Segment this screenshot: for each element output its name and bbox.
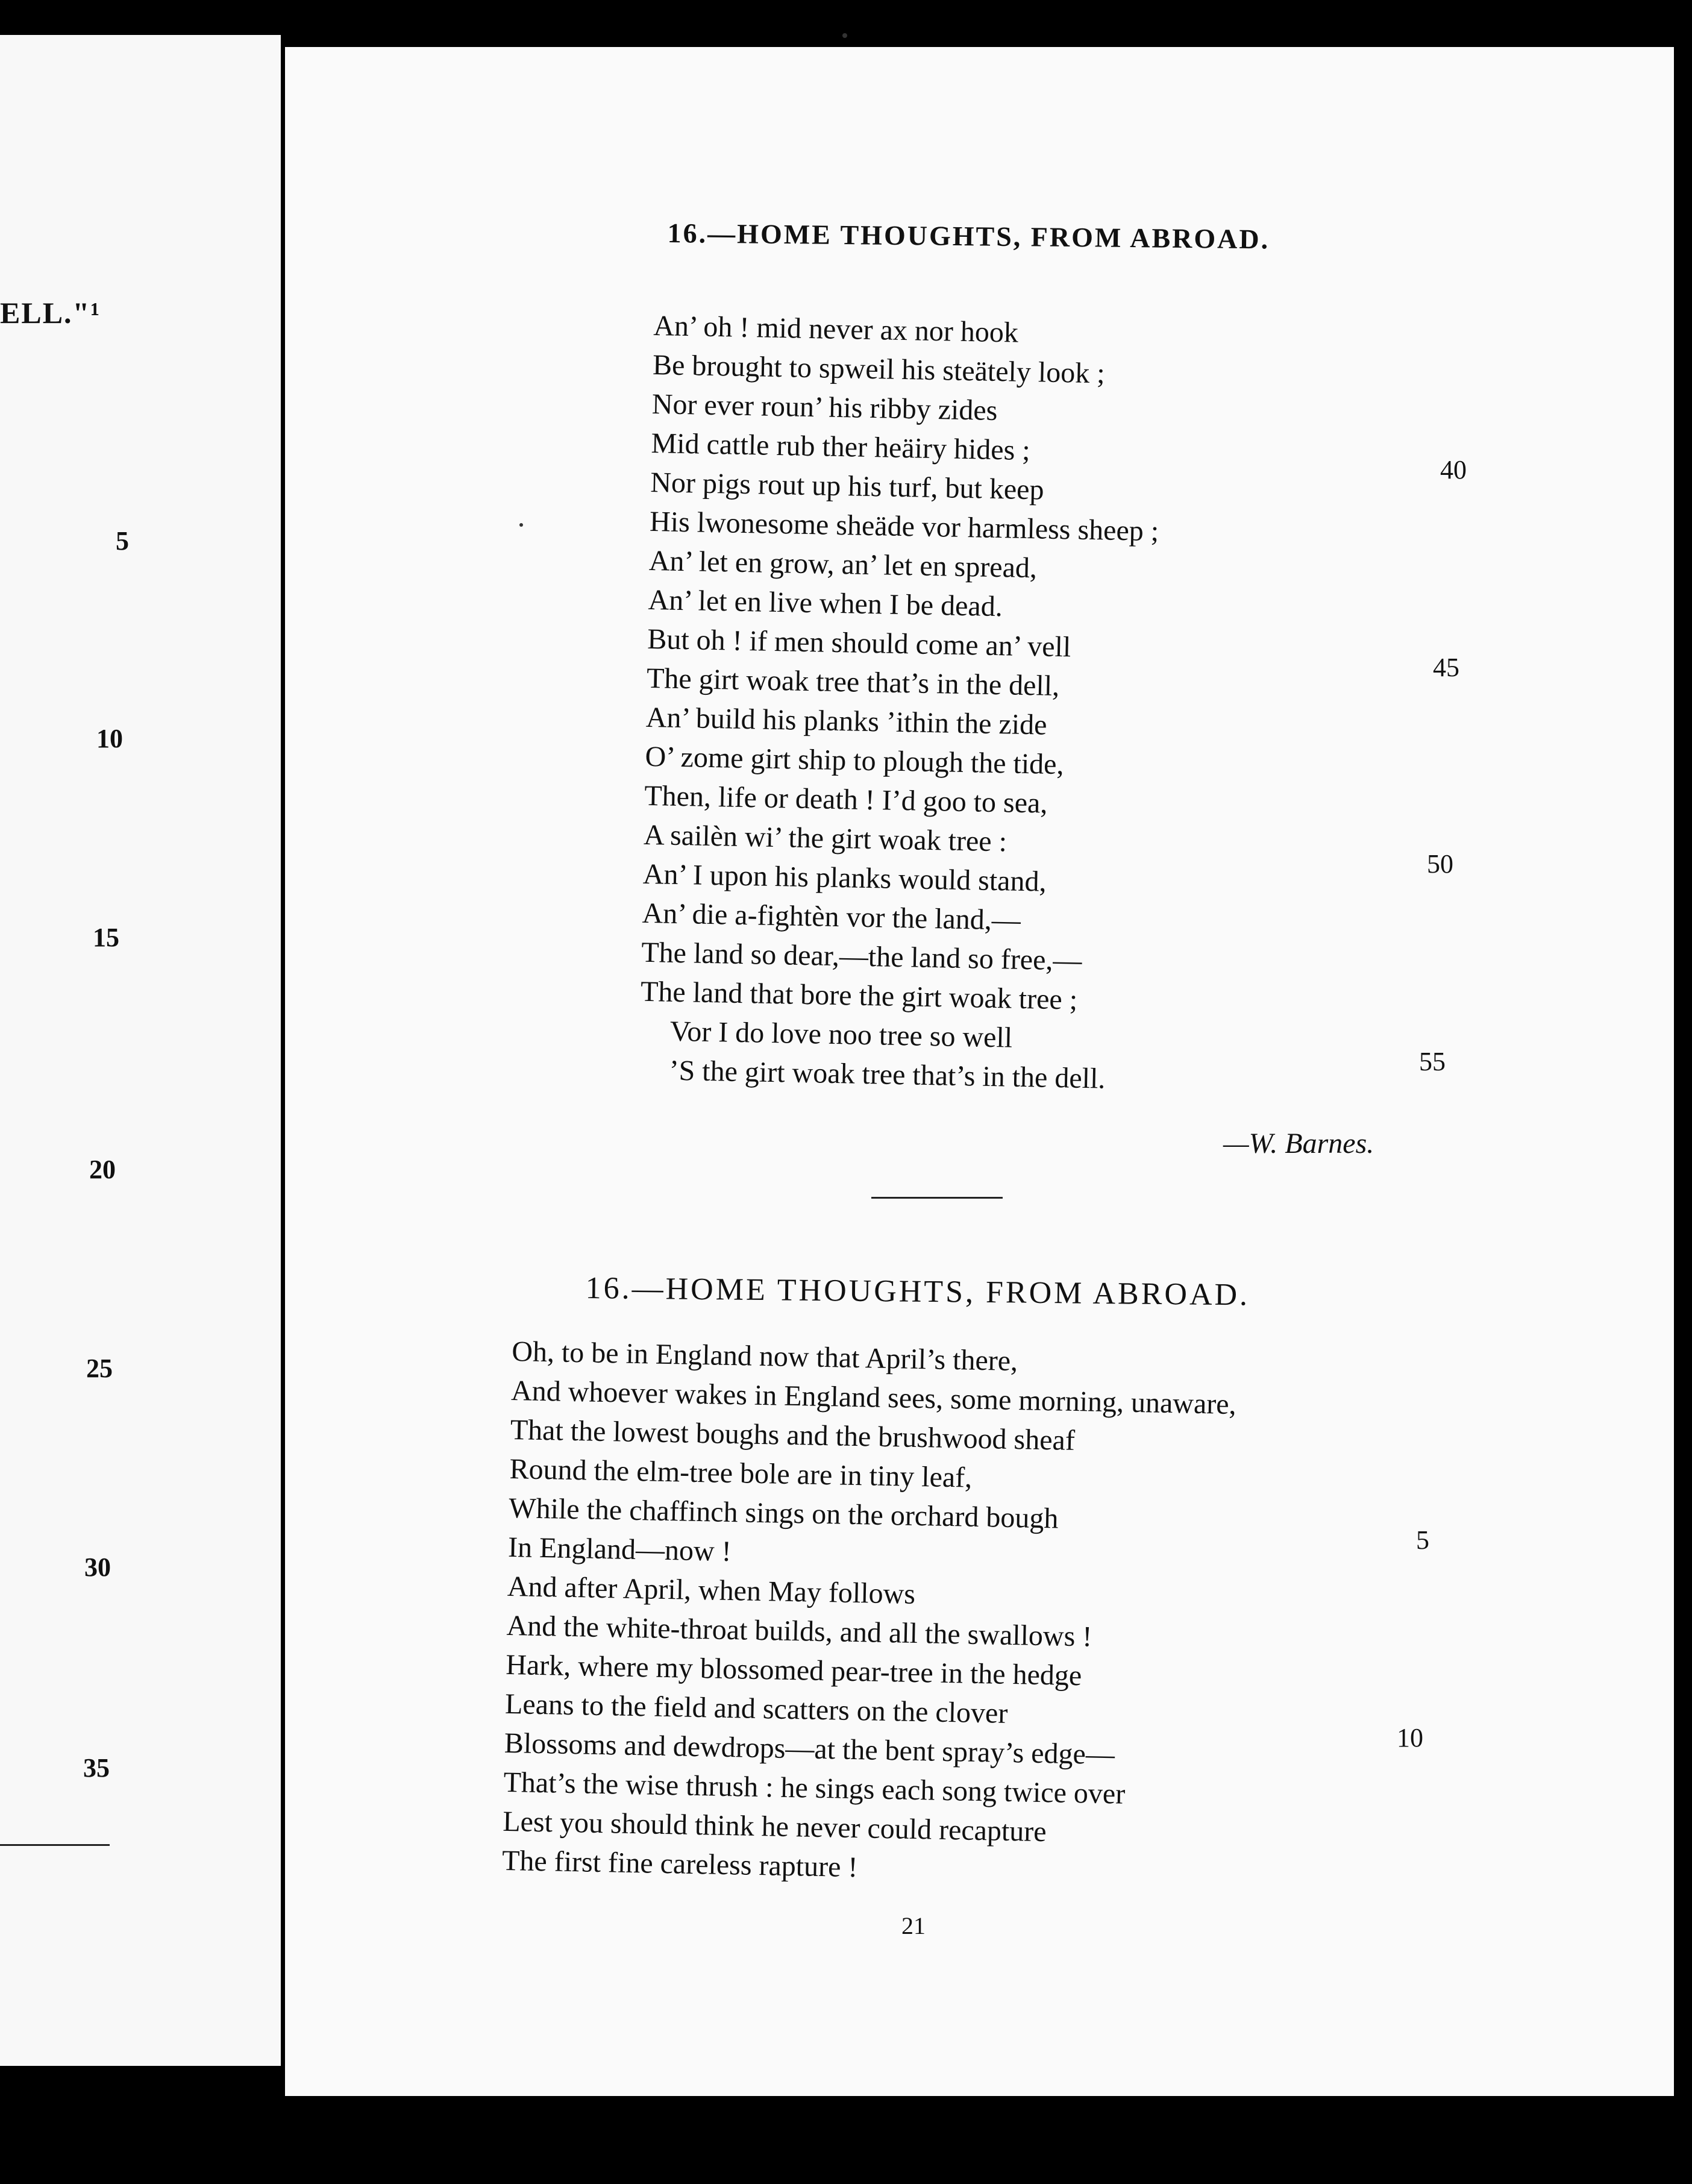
poem-line: Be brought to spweil his steätely look ; <box>652 348 1106 390</box>
poem-line: That’s the wise thrush : he sings each song twice over <box>503 1766 1126 1810</box>
poem-line: Hark, where my blossomed pear-tree in the hedge <box>505 1648 1082 1692</box>
poem2-heading: 16.—HOME THOUGHTS, FROM ABROAD. <box>585 1271 1250 1313</box>
poem-line: Nor pigs rout up his turf, but keep <box>650 466 1045 506</box>
poem-line: And whoever wakes in England sees, some morning, unaware, <box>510 1374 1237 1421</box>
poem-line: The girt woak tree that’s in the dell, <box>646 662 1060 703</box>
poem-line: An’ let en live when I be dead. <box>648 583 1003 623</box>
poem-line: The land so dear,—the land so free,— <box>641 936 1082 977</box>
left-page-divider <box>0 1844 110 1846</box>
poem-line: ’S the girt woak tree that’s in the dell. <box>669 1054 1106 1095</box>
poem-line: Mid cattle rub ther heäiry hides ; <box>651 427 1031 467</box>
poem-line: An’ oh ! mid never ax nor hook <box>653 309 1019 349</box>
poem2-body <box>502 1332 1238 1894</box>
poem-line: An’ build his planks ’ithin the zide <box>645 701 1047 741</box>
poem-line: But oh ! if men should come an’ vell <box>647 623 1071 664</box>
poem1-line-number: 55 <box>1419 1047 1446 1076</box>
print-speck <box>842 33 847 38</box>
poem-line: O’ zome girt ship to plough the tide, <box>645 740 1065 781</box>
poem-line: Blossoms and dewdrops—at the bent spray’s edge— <box>504 1727 1115 1771</box>
poem-line: Lest you should think he never could recapture <box>502 1805 1047 1848</box>
left-line-number: 25 <box>86 1354 113 1383</box>
poem-line: The first fine careless rapture ! <box>501 1844 858 1884</box>
poem2-line-number: 10 <box>1397 1723 1423 1753</box>
left-line-number: 30 <box>84 1552 111 1582</box>
poem-line: And the white-throat builds, and all the swallows ! <box>506 1609 1092 1653</box>
poem-line: Leans to the field and scatters on the clover <box>504 1687 1008 1730</box>
poem-line: An’ die a-fightèn vor the land,— <box>642 897 1021 937</box>
poem1-line-number: 45 <box>1433 653 1459 682</box>
left-page-title-fragment: ELL."¹ <box>0 296 101 330</box>
poem-line: Vor I do love noo tree so well <box>669 1015 1013 1054</box>
poem-line: His lwonesome sheäde vor harmless sheep ; <box>649 505 1159 548</box>
poem1-line-number: 50 <box>1427 849 1453 879</box>
left-line-number: 15 <box>93 923 119 952</box>
poem1-line-number: 40 <box>1440 455 1467 485</box>
poem-line: Oh, to be in England now that April’s there, <box>511 1335 1018 1378</box>
page-number: 21 <box>901 1912 926 1939</box>
poem-line: In England—now ! <box>507 1531 732 1568</box>
poem1-body <box>639 306 1163 1099</box>
poem-line: And after April, when May follows <box>507 1570 916 1610</box>
section-divider <box>871 1197 1003 1199</box>
left-line-number: 20 <box>89 1155 116 1184</box>
poem1-attribution: —W. Barnes. <box>1223 1128 1374 1159</box>
poem-line: Nor ever roun’ his ribby zides <box>651 388 998 427</box>
poem-line: Then, life or death ! I’d goo to sea, <box>644 779 1048 820</box>
left-line-number: 5 <box>116 526 129 556</box>
poem1-heading: 16.—HOME THOUGHTS, FROM ABROAD. <box>667 217 1270 255</box>
left-line-number: 10 <box>96 724 123 753</box>
left-line-number: 35 <box>83 1753 110 1783</box>
poem-line: Round the elm-tree bole are in tiny leaf, <box>509 1452 973 1494</box>
poem-line: That the lowest boughs and the brushwood sheaf <box>510 1413 1076 1457</box>
left-page <box>0 35 281 2066</box>
print-speck <box>519 523 523 527</box>
poem2-line-number: 5 <box>1416 1525 1429 1555</box>
poem-line: An’ I upon his planks would stand, <box>642 858 1047 898</box>
poem-line: While the chaffinch sings on the orchard bough <box>508 1492 1059 1535</box>
poem-line: An’ let en grow, an’ let en spread, <box>648 544 1038 585</box>
poem-line: The land that bore the girt woak tree ; <box>640 975 1078 1016</box>
poem-line: A sailèn wi’ the girt woak tree : <box>643 818 1007 858</box>
